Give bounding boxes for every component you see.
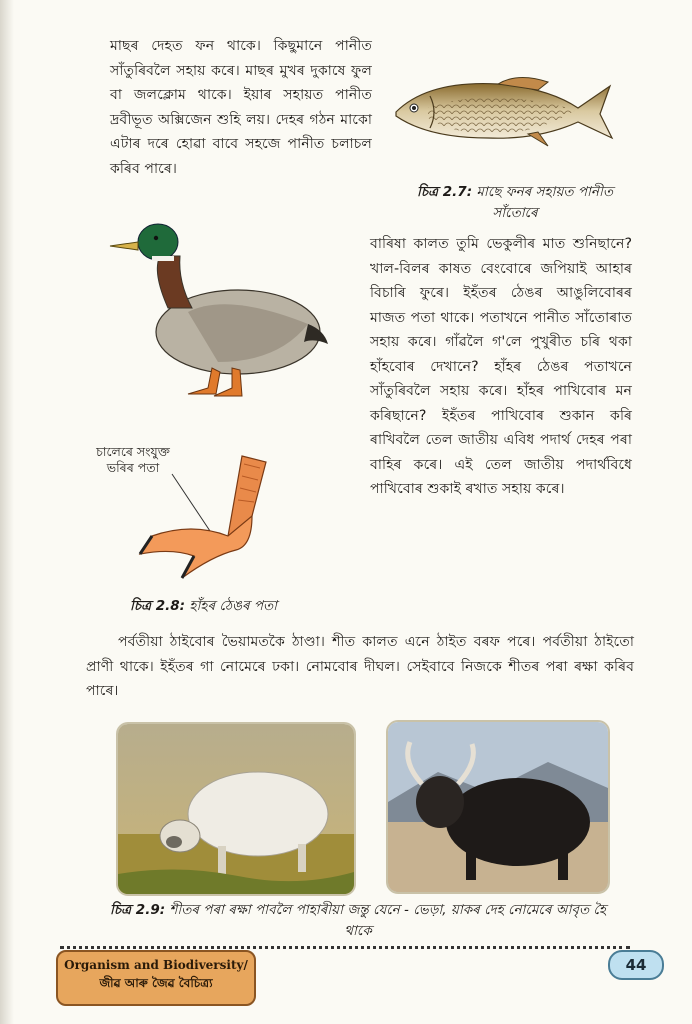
duck-paragraph: বাৰিষা কালত তুমি ভেকুলীৰ মাত শুনিছানে? খাল-বিলৰ কাষত বেংবোৰে জপিয়াই আহাৰ বিচাৰি ফুৰে। ইহঁতৰ ঠেঙৰ আঙুলিবোৰৰ মাজত পতা থাকে। পতাখনে পানীত সাঁতোৰাত সহায় কৰে। গাঁৱলৈ গ'লে পুখুৰীত চৰি থকা হাঁহবোৰ দেখানে? হাঁহৰ ঠেঙৰ পতাখনে সাঁতুৰিবলৈ সহায় কৰে। হাঁহৰ পাখিবোৰ মন কৰিছানে? ইহঁতৰ পাখিবোৰ শুকান কৰি ৰাখিবলৈ তেল জাতীয় এবিধ পদাৰ্থ দেহৰ পৰা বাহিৰ কৰে। এই তেল জাতীয় পদাৰ্থবিধে পাখিবোৰ শুকাই ৰখাত সহায় কৰে। <box>370 236 632 497</box>
sheep-image <box>118 724 354 894</box>
webbed-foot-illustration <box>132 452 282 588</box>
duck-illustration <box>108 212 336 402</box>
figure-2-7-number: চিত্ৰ 2.7: <box>417 184 473 200</box>
figure-2-7-caption <box>400 182 630 224</box>
figure-2-9-caption <box>98 900 618 942</box>
chapter-title-english: Organism and Biodiversity/ <box>64 958 248 972</box>
figure-2-8-text: হাঁহৰ ঠেঙৰ পতা <box>189 598 278 614</box>
figure-2-8-caption <box>130 596 390 617</box>
figure-2-7-text: মাছে ফনৰ সহায়ত পানীত সাঁতোৰে <box>476 184 613 221</box>
fish-illustration <box>388 72 618 152</box>
figure-2-9-number: চিত্ৰ 2.9: <box>110 902 166 918</box>
figure-2-8-number: চিত্ৰ 2.8: <box>130 598 186 614</box>
page-binding-shadow <box>0 0 14 1024</box>
mountain-paragraph: পৰ্বতীয়া ঠাইবোৰ ভৈয়ামতকৈ ঠাণ্ডা। শীত কালত এনে ঠাইত বৰফ পৰে। পৰ্বতীয়া ঠাইতো প্ৰাণী থাকে। ইহঁতৰ গা নোমেৰে ঢকা। নোমবোৰ দীঘল। সেইবাবে নিজকে শীতৰ পৰা ৰক্ষা কৰিব পাৰে। <box>86 634 634 699</box>
figure-2-9-text: শীতৰ পৰা ৰক্ষা পাবলৈ পাহাৰীয়া জন্তু যেনে - ভেড়া, য়াকৰ দেহ নোমেৰে আবৃত হৈ থাকে <box>169 902 606 939</box>
fish-paragraph: মাছৰ দেহত ফন থাকে। কিছুমানে পানীত সাঁতুৰিবলৈ সহায় কৰে। মাছৰ মুখৰ দুকাষে ফুল বা জলক্লোম থাকে। ইয়াৰ সহায়ত পানীত দ্ৰবীভূত অক্সিজেন শুহি লয়। দেহৰ গঠন মাকো এটাৰ দৰে হোৱা বাবে সহজে পানীত চলাচল কৰিব পাৰে। <box>110 38 372 177</box>
yak-photo <box>386 720 610 894</box>
page-number: 44 <box>608 950 664 980</box>
sheep-photo <box>116 722 356 896</box>
chapter-footer-label <box>56 950 256 1006</box>
chapter-title-assamese: জীৱ আৰু জৈৱ বৈচিত্ৰ্য <box>99 976 213 990</box>
webbed-foot-label-line1: চালেৰে সংযুক্ত <box>96 444 170 459</box>
footer-dotted-divider <box>60 946 630 949</box>
yak-image <box>388 722 608 892</box>
webbed-foot-label-line2: ভৰিৰ পতা <box>106 460 160 475</box>
